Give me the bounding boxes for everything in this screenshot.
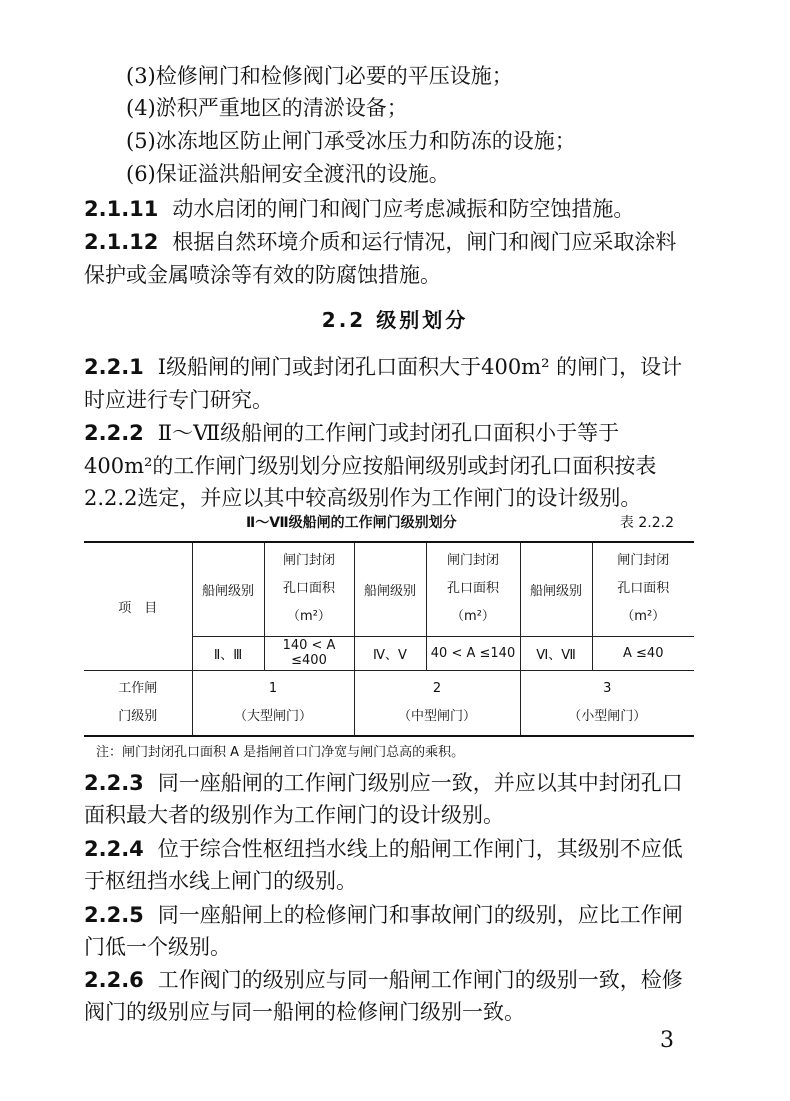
area-cell: 140 < A ≤400 (264, 636, 354, 670)
clause-2-2-6 (84, 965, 704, 995)
list-item: (4)淤积严重地区的清淤设备； (126, 96, 408, 120)
clause-text: 同一座船闸的工作闸门级别应一致，并应以其中封闭孔口 (157, 771, 683, 795)
list-item: (5)冰冻地区防止闸门承受冰压力和防冻的设施； (126, 129, 576, 153)
lock-class-header: 船闸级别 (520, 542, 592, 636)
lock-class-header: 船闸级别 (192, 542, 264, 636)
page-number: 3 (660, 1028, 674, 1053)
lock-class-cell: Ⅳ、Ⅴ (354, 636, 426, 670)
clause-2-2-2 (84, 418, 704, 448)
area-header: 闸门封闭 孔口面积 （m²） (592, 542, 694, 636)
row-label: 工作闸 门级别 (84, 670, 192, 736)
grade-cell: 1 （大型闸门） (192, 670, 354, 736)
section-title: 2.2 级别划分 (321, 308, 469, 332)
clause-text: 面积最大者的级别作为工作闸门的设计级别。 (84, 803, 504, 827)
clause-text: 同一座船闸上的检修闸门和事故闸门的级别，应比工作闸 (157, 903, 683, 927)
area-cell: A ≤40 (592, 636, 694, 670)
clause-2-2-3 (84, 768, 704, 798)
clause-2-2-1 (84, 352, 704, 382)
clause-2-1-11 (84, 194, 704, 224)
table-number: 表 2.2.2 (619, 515, 674, 531)
clause-text: 动水启闭的闸门和阀门应考虑减振和防空蚀措施。 (172, 197, 635, 221)
area-cell: 40 < A ≤140 (426, 636, 520, 670)
clause-text: 400m²的工作闸门级别划分应按船闸级别或封闭孔口面积按表 (84, 454, 657, 478)
table-title: Ⅱ～Ⅶ级船闸的工作闸门级别划分 (246, 515, 457, 531)
area-header: 闸门封闭 孔口面积 （m²） (426, 542, 520, 636)
clause-text: 保护或金属喷涂等有效的防腐蚀措施。 (84, 263, 441, 287)
clause-number: 2.2.3 (84, 771, 144, 795)
clause-number: 2.1.12 (84, 230, 159, 254)
grade-table (84, 541, 694, 737)
lock-class-cell: Ⅱ、Ⅲ (192, 636, 264, 670)
clause-2-1-12 (84, 227, 704, 257)
clause-text: Ⅱ～Ⅶ级船闸的工作闸门或封闭孔口面积小于等于 (157, 421, 620, 445)
clause-2-2-5 (84, 900, 704, 930)
clause-text: 时应进行专门研究。 (84, 388, 273, 412)
clause-text: Ⅰ级船闸的闸门或封闭孔口面积大于400m² 的闸门，设计 (157, 355, 683, 379)
clause-number: 2.2.5 (84, 903, 144, 927)
grade-cell: 2 （中型闸门） (354, 670, 520, 736)
clause-number: 2.2.6 (84, 968, 144, 992)
list-item: (3)检修闸门和检修阀门必要的平压设施； (126, 64, 513, 88)
grade-cell: 3 （小型闸门） (520, 670, 694, 736)
list-item: (6)保证溢洪船闸安全渡汛的设施。 (126, 162, 450, 186)
clause-text: 门低一个级别。 (84, 935, 231, 959)
item-header: 项 目 (84, 542, 192, 670)
clause-number: 2.2.2 (84, 421, 144, 445)
lock-class-header: 船闸级别 (354, 542, 426, 636)
clause-text: 位于综合性枢纽挡水线上的船闸工作闸门，其级别不应低 (157, 837, 683, 861)
table-grade-row (84, 670, 694, 736)
table-header-row (84, 542, 694, 636)
clause-text: 根据自然环境介质和运行情况，闸门和阀门应采取涂料 (172, 230, 677, 254)
clause-text: 2.2.2选定，并应以其中较高级别作为工作闸门的设计级别。 (84, 486, 642, 510)
clause-text: 于枢纽挡水线上闸门的级别。 (84, 869, 357, 893)
clause-number: 2.2.1 (84, 355, 144, 379)
lock-class-cell: Ⅵ、Ⅶ (520, 636, 592, 670)
clause-number: 2.2.4 (84, 837, 144, 861)
clause-number: 2.1.11 (84, 197, 159, 221)
clause-text: 工作阀门的级别应与同一船闸工作闸门的级别一致，检修 (157, 968, 683, 992)
clause-text: 阀门的级别应与同一船闸的检修闸门级别一致。 (84, 1000, 525, 1024)
table-note: 注：闸门封闭孔口面积 A 是指闸首口门净宽与闸门总高的乘积。 (96, 745, 465, 760)
clause-2-2-4 (84, 834, 704, 864)
area-header: 闸门封闭 孔口面积 （m²） (264, 542, 354, 636)
